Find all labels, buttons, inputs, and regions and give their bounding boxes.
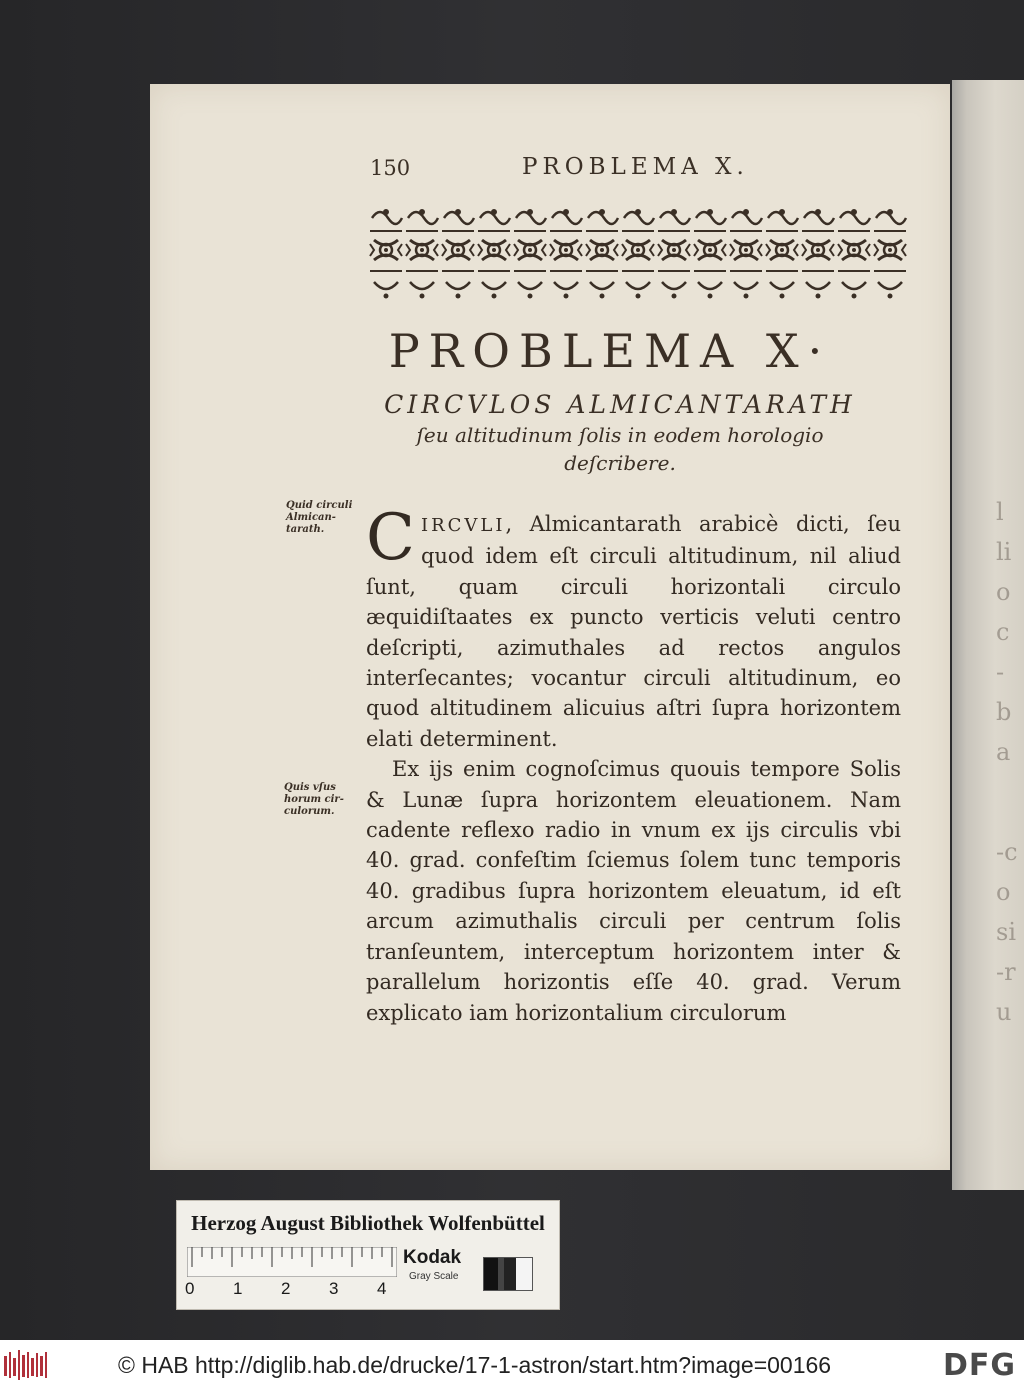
paragraph-2: Ex ijs enim cognoſcimus quouis tempore Solis & Lunæ ſupra horizontem eleuationem. Nam cadente reflexo radio in vnum ex ijs circulis vbi 40. grad. confeſtim ſciemus ſolem tunc temporis 40. gradibus ſupra horizontem eleuatum, id eſt arcum azimuthalis circuli per centrum ſolis tranſeuntem, interceptum horizontem inter & parallelum horizontis eſſe 40. grad. Verum explicato iam horizontalium circulorum	[366, 757, 901, 1025]
footer-bar	[0, 1340, 1024, 1389]
adjacent-page-edge: l li o c - b a -c o si -r u	[952, 80, 1024, 1190]
ruler	[187, 1247, 397, 1277]
chapter-subtitle	[380, 389, 860, 477]
kodak-label: Kodak	[403, 1247, 462, 1268]
subtitle-line-2: ſeu altitudinum ſolis in eodem horologio	[416, 423, 824, 447]
running-title: PROBLEMA X.	[522, 154, 749, 180]
chapter-heading-text: PROBLEMA X	[388, 324, 808, 378]
running-head	[370, 154, 810, 190]
ruler-number: 4	[377, 1279, 387, 1298]
body-text	[366, 501, 901, 1028]
subtitle-line-1: CIRCVLOS ALMICANTARATH	[384, 390, 856, 419]
paragraph-1-text: , Almicantarath arabicè dicti, ſeu quod idem eſt circuli altitudinum, nil aliud ſunt, quam circuli horizontali circulo æquidiſtaates ex puncto verticis veluti centro deſcripti, azimuthales ad rectos angulos interſecantes; vocantur circuli altitudinum, eo quod altitudinem alicuius aſtri ſupra horizontem elati determinent.	[366, 512, 901, 751]
library-label: Herzog August Bibliothek Wolfenbüttel	[191, 1211, 545, 1235]
copyright-link[interactable]: © HAB http://diglib.hab.de/drucke/17-1-astron/start.htm?image=00166	[118, 1352, 832, 1378]
margin-note: Quis vſus horum cir-culorum.	[284, 782, 344, 817]
paragraph-1	[366, 501, 901, 754]
ruler-number: 2	[281, 1279, 291, 1298]
margin-note: Quid circuli Almican-tarath.	[286, 500, 353, 535]
chapter-heading	[370, 324, 850, 378]
ruler-number: 0	[185, 1279, 195, 1298]
drop-cap: C	[366, 501, 415, 575]
ruler-number: 3	[329, 1279, 339, 1298]
ornamental-headpiece	[368, 204, 908, 308]
page-number: 150	[370, 156, 411, 180]
subtitle-line-3: deſcribere.	[564, 451, 676, 475]
chapter-heading-dot: ·	[807, 324, 832, 378]
book-page	[150, 84, 950, 1170]
scale-target	[176, 1200, 560, 1310]
gray-scale-label: Gray Scale	[409, 1271, 459, 1282]
gray-scale-patches	[483, 1257, 533, 1291]
hab-barcode-logo-icon	[4, 1350, 50, 1380]
dfg-logo: DFG	[942, 1348, 1016, 1383]
small-caps-word: IRCVLI	[420, 515, 506, 536]
ruler-number: 1	[233, 1279, 243, 1298]
